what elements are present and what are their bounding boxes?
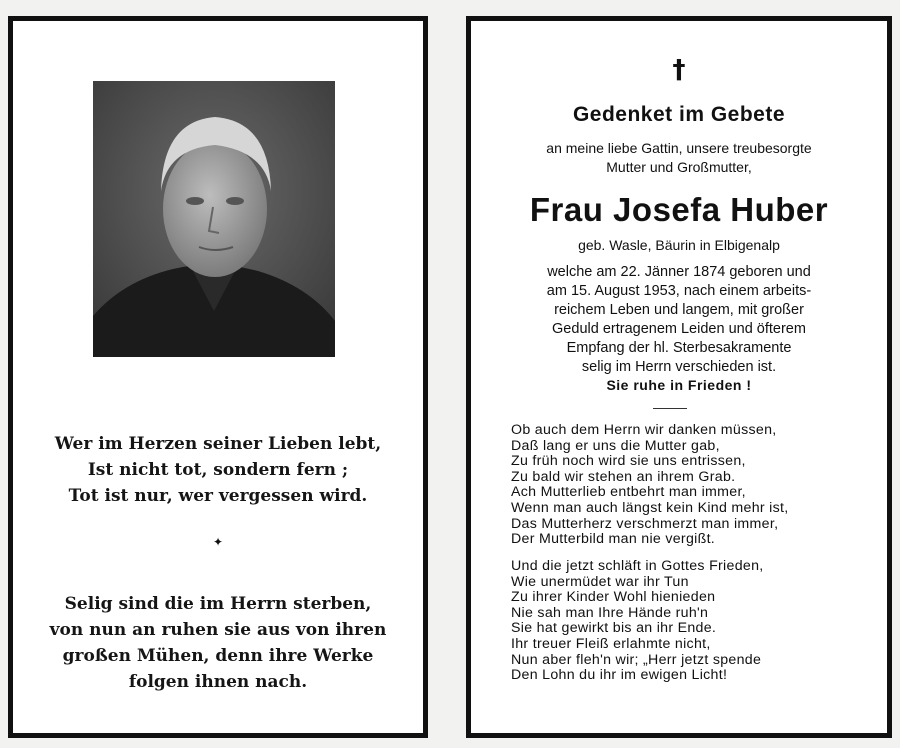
- separator-ornament: ✦: [212, 535, 224, 549]
- right-card: [466, 16, 892, 738]
- verse-line: Selig sind die im Herrn sterben,: [64, 594, 372, 614]
- poem-line: Zu früh noch wird sie uns entrissen,: [511, 453, 746, 470]
- memorial-verse: [13, 431, 423, 509]
- poem-line: Sie hat gewirkt bis an ihr Ende.: [511, 620, 717, 637]
- deceased-name: Frau Josefa Huber: [529, 191, 829, 228]
- poem-line: Zu ihrer Kinder Wohl hienieden: [511, 589, 716, 606]
- poem-line: Und die jetzt schläft in Gottes Frieden,: [511, 558, 764, 574]
- bio-line: Geduld ertragenem Leiden und öfterem: [552, 321, 806, 337]
- heading: Gedenket im Gebete: [572, 103, 786, 126]
- cross-icon: †: [672, 55, 686, 85]
- dedication-line: an meine liebe Gattin, unsere treubesorgte: [546, 140, 812, 156]
- poem-stanza-1: [511, 423, 789, 548]
- dedication: [471, 139, 887, 177]
- verse-line: Ist nicht tot, sondern fern ;: [87, 460, 349, 480]
- poem-line: Ihr treuer Fleiß erlahmte nicht,: [511, 635, 711, 652]
- verse-line: Tot ist nur, wer vergessen wird.: [68, 486, 368, 506]
- verse-line: folgen ihnen nach.: [128, 672, 308, 692]
- verse-line: Wer im Herzen seiner Lieben lebt,: [54, 434, 382, 454]
- bio-line: am 15. August 1953, nach einem arbeits-: [546, 283, 812, 299]
- bio-line: Empfang der hl. Sterbesakramente: [566, 340, 792, 356]
- divider: [653, 408, 687, 409]
- portrait-image: [93, 81, 335, 357]
- poem-stanza-2: [511, 559, 764, 684]
- poem-line: Ach Mutterlieb entbehrt man immer,: [511, 484, 746, 501]
- poem-line: Ob auch dem Herrn wir danken müssen,: [511, 422, 777, 438]
- poem-line: Nie sah man Ihre Hände ruh'n: [511, 604, 709, 621]
- poem-line: Wie unermüdet war ihr Tun: [511, 573, 689, 590]
- verse-line: von nun an ruhen sie aus von ihren: [49, 620, 387, 640]
- poem-line: Der Mutterbild man nie vergißt.: [511, 531, 716, 548]
- scripture-verse: [13, 591, 423, 695]
- poem-line: Den Lohn du ihr im ewigen Licht!: [511, 667, 728, 684]
- biography: [471, 263, 887, 377]
- poem-line: Das Mutterherz verschmerzt man immer,: [511, 515, 779, 532]
- bio-line: welche am 22. Jänner 1874 geboren und: [547, 264, 811, 280]
- portrait-photo: [93, 81, 335, 357]
- poem-line: Nun aber fleh'n wir; „Herr jetzt spende: [511, 651, 762, 668]
- verse-line: großen Mühen, denn ihre Werke: [62, 646, 374, 666]
- poem-line: Wenn man auch längst kein Kind mehr ist,: [511, 499, 789, 516]
- poem-line: Zu bald wir stehen an ihrem Grab.: [511, 468, 736, 485]
- poem-line: Daß lang er uns die Mutter gab,: [511, 437, 720, 454]
- dedication-line: Mutter und Großmutter,: [606, 159, 752, 175]
- bio-line: selig im Herrn verschieden ist.: [581, 359, 777, 375]
- bio-line: reichem Leben und langem, mit großer: [554, 302, 804, 318]
- rest-in-peace: Sie ruhe in Frieden !: [606, 377, 752, 393]
- maiden-name: geb. Wasle, Bäurin in Elbigenalp: [578, 237, 780, 253]
- left-card: [8, 16, 428, 738]
